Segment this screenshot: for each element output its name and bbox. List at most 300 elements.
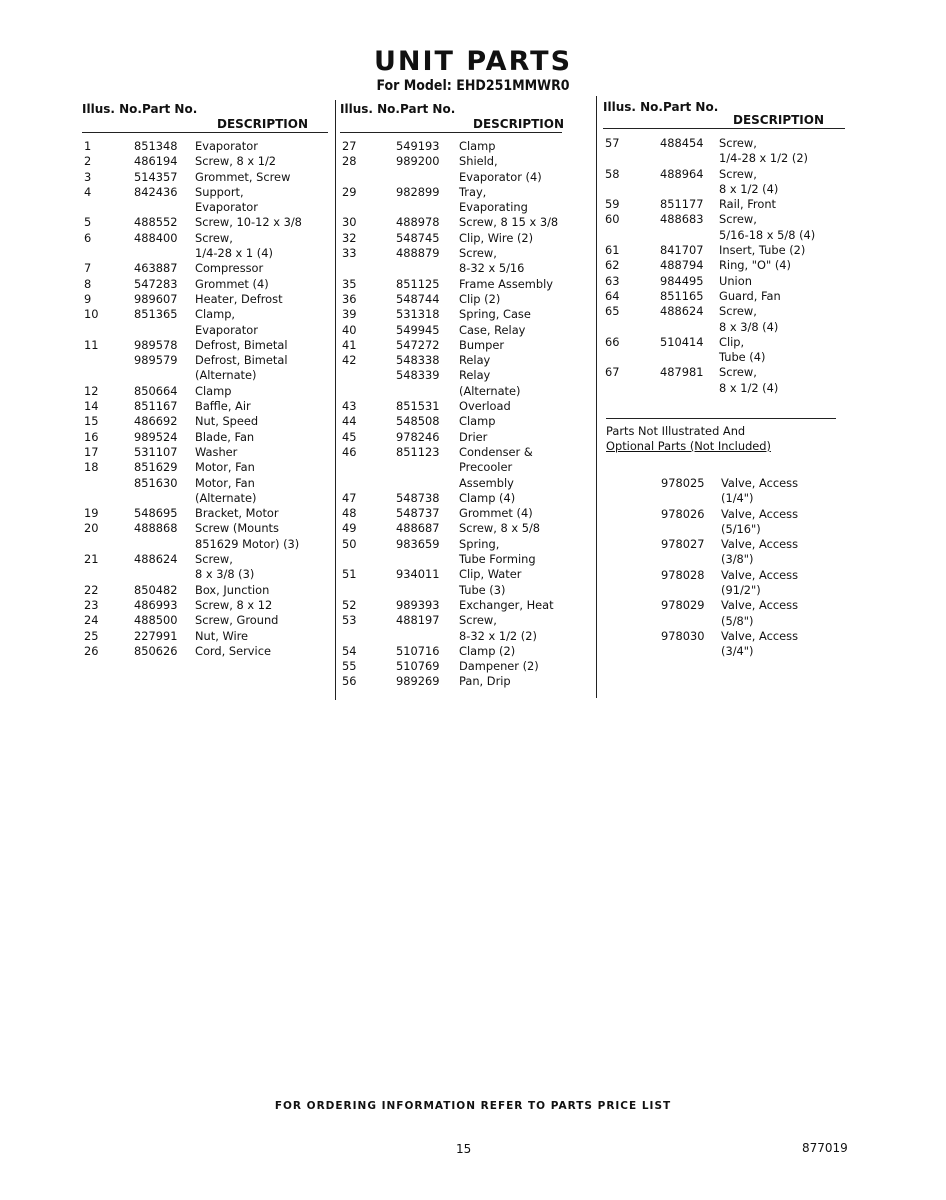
- part-description: Defrost, Bimetal: [195, 353, 288, 368]
- illus-number: 7: [84, 261, 92, 276]
- part-description: Screw, 8 15 x 3/8: [459, 215, 559, 230]
- part-description: 1/4-28 x 1 (4): [195, 246, 273, 261]
- part-number: 488400: [134, 230, 178, 245]
- part-description: Clamp: [459, 414, 496, 429]
- part-number: 548339: [396, 368, 440, 383]
- parts-row: [603, 151, 845, 166]
- parts-row: [82, 215, 328, 230]
- parts-row: [603, 381, 845, 396]
- parts-row: [340, 629, 562, 644]
- part-number: 488978: [396, 215, 440, 230]
- parts-row: [603, 568, 845, 583]
- part-number: 978028: [661, 567, 705, 582]
- illus-number: 20: [84, 521, 99, 536]
- illus-number: 58: [605, 166, 620, 181]
- part-description: Screw,: [719, 212, 757, 227]
- part-description: Insert, Tube (2): [719, 243, 806, 258]
- part-description: Rail, Front: [719, 197, 777, 212]
- part-description: 8 x 3/8 (4): [719, 319, 779, 334]
- parts-row: [340, 231, 562, 246]
- part-number: 547283: [134, 276, 178, 291]
- parts-row: [603, 304, 845, 319]
- part-number: 989524: [134, 429, 178, 444]
- part-description: Case, Relay: [459, 322, 526, 337]
- part-description: 8-32 x 1/2 (2): [459, 628, 537, 643]
- parts-row: [82, 277, 328, 292]
- parts-row: [340, 491, 562, 506]
- part-description: Clamp: [195, 383, 232, 398]
- part-number: 227991: [134, 628, 178, 643]
- part-number: 488794: [660, 258, 704, 273]
- column-header: [603, 100, 845, 129]
- parts-list-2: [340, 133, 562, 690]
- illus-number: 8: [84, 276, 92, 291]
- illus-number: 22: [84, 582, 99, 597]
- parts-row: [603, 583, 845, 598]
- part-number: 989393: [396, 597, 440, 612]
- parts-row: [603, 537, 845, 552]
- column-header: [82, 100, 328, 133]
- parts-column-1: [82, 100, 328, 659]
- illus-number: 63: [605, 273, 620, 288]
- parts-row: [340, 200, 562, 215]
- parts-row: [340, 674, 562, 689]
- illus-number: 14: [84, 399, 99, 414]
- part-description: Tray,: [459, 184, 487, 199]
- description-header: DESCRIPTION: [733, 113, 825, 127]
- ordering-info: FOR ORDERING INFORMATION REFER TO PARTS PRICE LIST: [274, 1100, 672, 1112]
- part-number: 488624: [134, 552, 178, 567]
- illus-number: 47: [342, 490, 357, 505]
- part-number: 488868: [134, 521, 178, 536]
- parts-row: [82, 307, 328, 322]
- note-line-1: Parts Not Illustrated And: [606, 424, 746, 438]
- part-number: 510414: [660, 334, 704, 349]
- illus-number: 17: [84, 444, 99, 459]
- illus-number: 26: [84, 643, 99, 658]
- part-description: 8 x 1/2 (4): [719, 181, 779, 196]
- illus-number: 59: [605, 197, 620, 212]
- illus-number: 27: [342, 139, 357, 153]
- part-description: Grommet, Screw: [195, 169, 291, 184]
- parts-row: [82, 185, 328, 200]
- parts-column-3: [603, 100, 845, 396]
- parts-row: [603, 197, 845, 212]
- parts-row: [340, 521, 562, 536]
- part-description: Clamp (4): [459, 490, 516, 505]
- part-description: (1/4"): [721, 491, 754, 506]
- part-description: Screw, 8 x 1/2: [195, 154, 277, 169]
- part-number: 548745: [396, 230, 440, 245]
- parts-row: [82, 368, 328, 383]
- illus-number: 15: [84, 414, 99, 429]
- part-description: Spring, Case: [459, 307, 531, 322]
- part-description: Defrost, Bimetal: [195, 337, 288, 352]
- part-number: 989579: [134, 353, 178, 368]
- illus-number: 19: [84, 506, 99, 521]
- parts-row: [603, 552, 845, 567]
- part-number: 488687: [396, 521, 440, 536]
- illus-number: 30: [342, 215, 357, 230]
- page-title: UNIT PARTS: [373, 46, 573, 77]
- parts-row: [82, 430, 328, 445]
- part-number: 851177: [660, 197, 704, 212]
- illus-number: 42: [342, 353, 357, 368]
- illus-number: 35: [342, 276, 357, 291]
- parts-row: [82, 353, 328, 368]
- illus-number: 3: [84, 169, 92, 184]
- part-description: Clamp (2): [459, 643, 516, 658]
- part-number: 978025: [661, 476, 705, 490]
- parts-row: [340, 384, 562, 399]
- illus-number: 21: [84, 552, 99, 567]
- parts-row: [340, 445, 562, 460]
- parts-row: [340, 644, 562, 659]
- model-subtitle: For Model: EHD251MMWR0: [376, 78, 570, 94]
- parts-row: [340, 338, 562, 353]
- part-number: 548695: [134, 506, 178, 521]
- part-description: Grommet (4): [195, 276, 269, 291]
- part-description: Screw, 8 x 12: [195, 597, 273, 612]
- part-number: 978029: [661, 598, 705, 613]
- part-description: (Alternate): [195, 490, 257, 505]
- parts-row: [340, 414, 562, 429]
- part-number: 850482: [134, 582, 178, 597]
- part-number: 842436: [134, 184, 178, 199]
- illus-number: 62: [605, 258, 620, 273]
- part-description: Valve, Access: [721, 537, 799, 552]
- part-description: Relay: [459, 368, 491, 383]
- parts-row: [340, 323, 562, 338]
- part-number: 514357: [134, 169, 178, 184]
- illus-no-header: Illus. No.: [82, 102, 142, 116]
- illus-number: 44: [342, 414, 357, 429]
- part-description: Screw,: [459, 613, 497, 628]
- parts-row: [82, 292, 328, 307]
- description-header: DESCRIPTION: [217, 117, 309, 131]
- parts-row: [340, 185, 562, 200]
- part-number: 850626: [134, 643, 178, 658]
- part-number: 531318: [396, 307, 440, 322]
- parts-row: [82, 399, 328, 414]
- part-number: 978246: [396, 429, 440, 444]
- part-number: 488964: [660, 166, 704, 181]
- part-description: Frame Assembly: [459, 276, 554, 291]
- part-description: Bracket, Motor: [195, 506, 279, 521]
- part-number: 488197: [396, 613, 440, 628]
- parts-row: [603, 167, 845, 182]
- part-number: 548508: [396, 414, 440, 429]
- parts-list-1: [82, 133, 328, 659]
- illus-number: 32: [342, 230, 357, 245]
- parts-row: [603, 350, 845, 365]
- part-description: Clip,: [719, 334, 745, 349]
- part-number: 488624: [660, 304, 704, 319]
- part-number: 851165: [660, 288, 704, 303]
- part-description: Valve, Access: [721, 567, 799, 582]
- part-description: Pan, Drip: [459, 674, 511, 689]
- part-number: 989200: [396, 154, 440, 169]
- part-number: 531107: [134, 444, 178, 459]
- illus-number: 54: [342, 643, 357, 658]
- parts-row: [603, 598, 845, 613]
- parts-row: [340, 139, 562, 154]
- part-description: Evaporator: [195, 322, 258, 337]
- parts-row: [603, 320, 845, 335]
- parts-row: [340, 537, 562, 552]
- part-number: 548737: [396, 506, 440, 521]
- parts-row: [82, 629, 328, 644]
- part-description: Drier: [459, 429, 488, 444]
- part-description: Screw,: [719, 166, 757, 181]
- part-description: Screw,: [459, 246, 497, 261]
- part-description: Screw,: [195, 230, 233, 245]
- parts-row: [82, 231, 328, 246]
- parts-row: [82, 491, 328, 506]
- part-description: Tube Forming: [459, 552, 536, 567]
- part-number: 548738: [396, 490, 440, 505]
- part-number: 487981: [660, 365, 704, 380]
- part-description: Valve, Access: [721, 598, 799, 613]
- part-description: Grommet (4): [459, 506, 533, 521]
- part-number: 978030: [661, 628, 705, 643]
- column-header: [340, 100, 565, 133]
- part-description: Dampener (2): [459, 659, 539, 674]
- parts-row: [82, 414, 328, 429]
- part-description: Evaporator (4): [459, 169, 542, 184]
- parts-row: [603, 507, 845, 522]
- part-description: Evaporator: [195, 139, 258, 153]
- illus-number: 1: [84, 139, 92, 153]
- part-number: 983659: [396, 536, 440, 551]
- parts-row: [603, 289, 845, 304]
- part-number: 486993: [134, 597, 178, 612]
- parts-row: [82, 476, 328, 491]
- part-number: 851630: [134, 475, 178, 490]
- parts-row: [82, 567, 328, 582]
- parts-row: [82, 338, 328, 353]
- part-description: Heater, Defrost: [195, 291, 283, 306]
- part-description: (Alternate): [195, 368, 257, 383]
- parts-row: [82, 552, 328, 567]
- parts-row: [340, 430, 562, 445]
- column-divider-1: [335, 100, 336, 700]
- part-description: 5/16-18 x 5/8 (4): [719, 227, 816, 242]
- illus-number: 29: [342, 184, 357, 199]
- illus-number: 39: [342, 307, 357, 322]
- parts-row: [82, 246, 328, 261]
- part-description: Screw, 8 x 5/8: [459, 521, 541, 536]
- parts-row: [82, 598, 328, 613]
- parts-row: [82, 323, 328, 338]
- parts-row: [603, 491, 845, 506]
- part-description: Washer: [195, 444, 238, 459]
- parts-row: [82, 506, 328, 521]
- parts-row: [340, 613, 562, 628]
- part-description: Clamp,: [195, 307, 236, 322]
- part-description: Union: [719, 273, 752, 288]
- parts-row: [82, 200, 328, 215]
- illus-number: 40: [342, 322, 357, 337]
- part-description: Shield,: [459, 154, 498, 169]
- part-description: Clip, Water: [459, 567, 522, 582]
- parts-row: [82, 154, 328, 169]
- parts-row: [340, 552, 562, 567]
- illus-number: 66: [605, 334, 620, 349]
- part-description: (Alternate): [459, 383, 521, 398]
- illus-number: 45: [342, 429, 357, 444]
- parts-row: [603, 274, 845, 289]
- notes-top-rule: [606, 418, 836, 419]
- part-description: Screw, Ground: [195, 613, 279, 628]
- parts-row: [340, 506, 562, 521]
- part-number: 488454: [660, 136, 704, 150]
- part-number: 488552: [134, 215, 178, 230]
- part-number: 851167: [134, 399, 178, 414]
- illus-number: 23: [84, 597, 99, 612]
- illus-number: 60: [605, 212, 620, 227]
- illus-no-header: Illus. No.: [340, 102, 400, 116]
- parts-row: [82, 460, 328, 475]
- part-description: (5/8"): [721, 613, 754, 628]
- parts-row: [340, 476, 562, 491]
- part-description: Ring, "O" (4): [719, 258, 791, 273]
- part-description: Nut, Wire: [195, 628, 249, 643]
- illus-number: 51: [342, 567, 357, 582]
- part-description: Valve, Access: [721, 476, 799, 490]
- parts-row: [603, 335, 845, 350]
- illus-number: 64: [605, 288, 620, 303]
- part-number: 978027: [661, 537, 705, 552]
- parts-row: [603, 476, 845, 491]
- part-description: Screw, 10-12 x 3/8: [195, 215, 302, 230]
- parts-row: [603, 629, 845, 644]
- illus-number: 56: [342, 674, 357, 689]
- part-number: 851125: [396, 276, 440, 291]
- parts-column-2: [340, 100, 565, 690]
- parts-row: [340, 567, 562, 582]
- document-number: 877019: [802, 1141, 848, 1155]
- illus-number: 5: [84, 215, 92, 230]
- part-description: Evaporating: [459, 200, 528, 215]
- parts-row: [340, 246, 562, 261]
- illus-number: 61: [605, 243, 620, 258]
- column-divider-2: [596, 96, 597, 698]
- illus-number: 50: [342, 536, 357, 551]
- parts-row: [340, 154, 562, 169]
- part-description: Valve, Access: [721, 628, 799, 643]
- part-description: Tube (3): [459, 582, 506, 597]
- illus-no-header: Illus. No.: [603, 100, 663, 114]
- illus-number: 53: [342, 613, 357, 628]
- part-description: Support,: [195, 184, 244, 199]
- part-description: Cord, Service: [195, 643, 271, 658]
- part-number: 841707: [660, 243, 704, 258]
- part-description: 8-32 x 5/16: [459, 261, 525, 276]
- parts-row: [603, 212, 845, 227]
- part-number: 486692: [134, 414, 178, 429]
- parts-row: [603, 243, 845, 258]
- part-description: Bumper: [459, 337, 505, 352]
- parts-row: [340, 659, 562, 674]
- parts-row: [82, 261, 328, 276]
- part-description: Overload: [459, 399, 511, 414]
- part-description: Clip (2): [459, 291, 501, 306]
- parts-row: [82, 445, 328, 460]
- illus-number: 9: [84, 291, 92, 306]
- parts-row: [340, 261, 562, 276]
- part-description: 8 x 3/8 (3): [195, 567, 255, 582]
- part-number: 547272: [396, 337, 440, 352]
- parts-row: [340, 460, 562, 475]
- illus-number: 10: [84, 307, 99, 322]
- part-description: Compressor: [195, 261, 264, 276]
- illus-number: 2: [84, 154, 92, 169]
- illus-number: 11: [84, 337, 99, 352]
- illus-number: 65: [605, 304, 620, 319]
- parts-row: [603, 644, 845, 659]
- part-number: 510769: [396, 659, 440, 674]
- illus-number: 46: [342, 444, 357, 459]
- part-description: Guard, Fan: [719, 288, 781, 303]
- part-number: 548744: [396, 291, 440, 306]
- part-description: Clip, Wire (2): [459, 230, 534, 245]
- page-number: 15: [456, 1142, 472, 1156]
- parts-row: [340, 215, 562, 230]
- part-number: 851123: [396, 444, 440, 459]
- part-description: Blade, Fan: [195, 429, 255, 444]
- illus-number: 24: [84, 613, 99, 628]
- illus-number: 57: [605, 136, 620, 150]
- part-description: Baffle, Air: [195, 399, 251, 414]
- part-description: Evaporator: [195, 200, 258, 215]
- parts-row: [340, 277, 562, 292]
- part-no-header: Part No.: [400, 102, 456, 116]
- part-number: 486194: [134, 154, 178, 169]
- part-number: 934011: [396, 567, 440, 582]
- parts-row: [340, 399, 562, 414]
- parts-row: [340, 170, 562, 185]
- part-description: (3/8"): [721, 552, 754, 567]
- part-description: 851629 Motor) (3): [195, 536, 300, 551]
- parts-row: [603, 614, 845, 629]
- part-description: 8 x 1/2 (4): [719, 380, 779, 395]
- part-description: Exchanger, Heat: [459, 597, 554, 612]
- illus-number: 36: [342, 291, 357, 306]
- illus-number: 28: [342, 154, 357, 169]
- part-description: Nut, Speed: [195, 414, 259, 429]
- illus-number: 6: [84, 230, 92, 245]
- part-number: 548338: [396, 353, 440, 368]
- part-number: 989578: [134, 337, 178, 352]
- illus-number: 41: [342, 337, 357, 352]
- part-description: Motor, Fan: [195, 460, 255, 475]
- illus-number: 18: [84, 460, 99, 475]
- parts-row: [603, 522, 845, 537]
- part-description: Screw,: [719, 304, 757, 319]
- parts-row: [340, 353, 562, 368]
- parts-row: [603, 136, 845, 151]
- part-number: 982899: [396, 184, 440, 199]
- part-description: (91/2"): [721, 583, 761, 598]
- part-number: 851348: [134, 139, 178, 153]
- part-description: Screw,: [195, 552, 233, 567]
- parts-row: [340, 598, 562, 613]
- part-number: 463887: [134, 261, 178, 276]
- parts-row: [82, 170, 328, 185]
- parts-row: [603, 228, 845, 243]
- part-number: 978026: [661, 506, 705, 521]
